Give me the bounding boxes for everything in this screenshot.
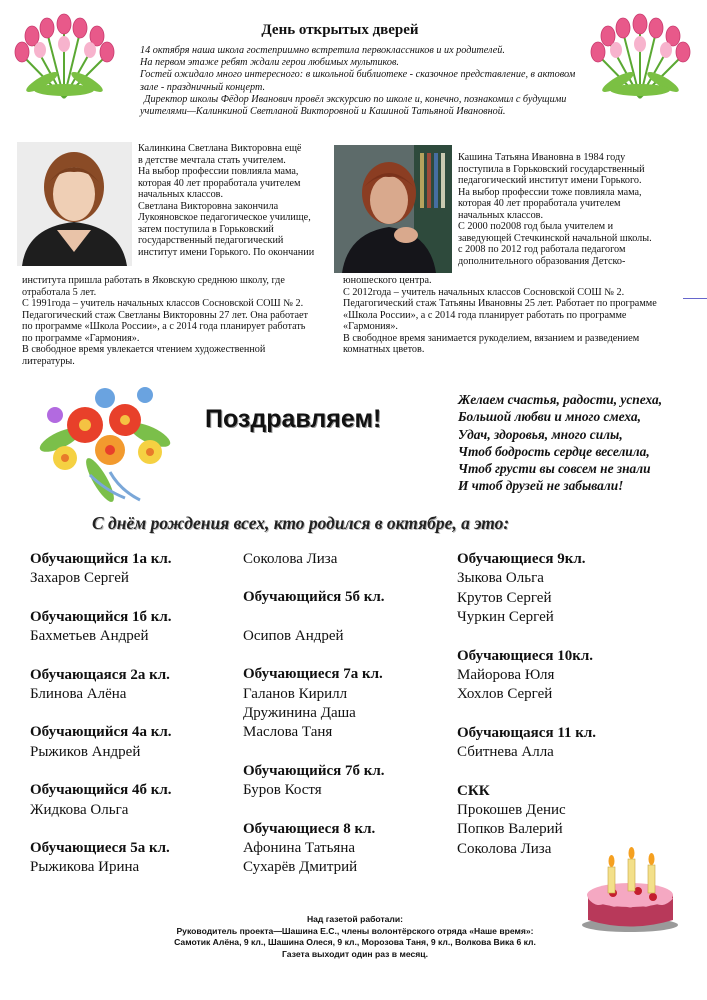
congrats-heading: Поздравляем! [205, 405, 382, 433]
decorative-rule [683, 298, 707, 299]
bio-line: На выбор профессии повлияла мама, [138, 166, 299, 177]
class-label: Обучающиеся 9кл. [457, 551, 586, 567]
bio-line: в детстве мечтала стать учителем. [138, 154, 286, 166]
bio-line: Кашина Татьяна Ивановна в 1984 году [458, 152, 626, 163]
bio-line: Светлана Викторовна закончила [138, 200, 279, 212]
intro-line: 14 октября наша школа гостеприимно встретила первоклассников и их родителей. [140, 45, 505, 56]
intro-text [140, 45, 580, 118]
bio-line: «Гармония». [343, 321, 398, 332]
class-label: Обучающиеся 7а кл. [243, 666, 383, 683]
birthday-heading: С днём рождения всех, кто родился в октябре, а это: [92, 513, 510, 533]
credits-footer [100, 914, 610, 960]
class-label: Обучающийся 7б кл. [243, 762, 385, 779]
birthday-column-1 [30, 550, 230, 878]
intro-line: Гостей ожидало много интересного: в школьной библиотеке - сказочное представление, в актовом зале - праздничный концерт. [140, 69, 576, 93]
student-name: Попков Валерий [457, 821, 563, 838]
bio-line: Педагогический стаж Светланы Викторовны 27 лет. Она работает [22, 309, 308, 321]
student-name: Захаров Сергей [30, 570, 129, 587]
bio-line: по программе «Гармония». [22, 332, 140, 344]
class-label: Обучающийся 1б кл. [30, 608, 172, 625]
bio-line: С 1991года – учитель начальных классов Сосновской СОШ № 2. [22, 298, 304, 309]
bio-line: которая 40 лет проработала учителем [458, 198, 621, 209]
student-name: Сухарёв Дмитрий [243, 859, 358, 876]
class-label: Обучающаяся 11 кл. [457, 724, 597, 741]
class-label: Обучающиеся 8 кл. [243, 820, 376, 837]
student-name: Бахметьев Андрей [30, 628, 149, 645]
bio-line: В свободное время занимается рукоделием, вязанием и разведением [343, 332, 640, 344]
bio-line: «Школа России», а с 2014 года планирует работать по программе [343, 309, 627, 321]
student-name: Афонина Татьяна [243, 840, 356, 857]
bio-line: с 2008 по 2012 год работала педагогом [458, 244, 626, 255]
poem-line: Чтоб грусти вы совсем не знали [458, 461, 651, 477]
student-name: Чуркин Сергей [457, 609, 554, 626]
student-name: Сбитнева Алла [457, 744, 554, 761]
class-label: Обучающийся 1а кл. [30, 551, 172, 567]
bio-line: начальных классов. [138, 189, 224, 200]
bio-line: Калинкина Светлана Викторовна ещё [138, 143, 302, 154]
bio-line: начальных классов. [458, 209, 544, 221]
bio-line: поступила в Горьковский государственный [458, 163, 645, 175]
footer-line: Руководитель проекта—Шашина Е.С., члены волонтёрского отряда «Наше время»: [176, 925, 534, 936]
student-name: Рыжикова Ирина [30, 859, 140, 876]
bio-line: отработала 5 лет. [22, 286, 97, 298]
bio-line: Лукояновское педагогическое училище, [138, 212, 311, 223]
bio-line: дополнительного образования Детско- [458, 255, 626, 267]
bio-line: которая 40 лет проработала учителем [138, 177, 301, 189]
page-title: День открытых дверей [261, 22, 419, 38]
flower-bouquet-image [30, 380, 180, 505]
student-name: Галанов Кирилл [243, 685, 348, 702]
student-name: Маслова Таня [243, 724, 333, 741]
poem-line: Чтоб бодрость сердце веселила, [458, 443, 650, 459]
poem-line: И чтоб друзей не забывали! [458, 478, 624, 494]
teacher-bio-kashina [458, 152, 698, 267]
teacher-photo-kashina [334, 145, 452, 273]
student-name: Рыжиков Андрей [30, 743, 141, 760]
congrats-poem [458, 391, 698, 495]
teacher-bio-kalinkina [138, 143, 338, 258]
bio-line: Педагогический стаж Татьяны Ивановны 25 лет. Работает по программе [343, 298, 657, 309]
bio-line: затем поступила в Горьковский [138, 223, 274, 235]
bio-line: С 2000 по2008 год была учителем и [458, 221, 614, 232]
student-name: Прокошев Денис [457, 802, 566, 819]
bio-line: С 2012года – учитель начальных классов Сосновской СОШ № 2. [343, 286, 625, 298]
intro-line: На первом этаже ребят ждали герои любимых мультиков. [140, 57, 399, 69]
student-name: Буров Костя [243, 782, 322, 799]
intro-line: Директор школы Фёдор Иванович провёл экскурсию по школе и, конечно, познакомил с будущими учителями—Калинкиной Светланой Викторовной и Кашиной Татьяной Ивановной. [140, 93, 567, 118]
bio-line: В свободное время увлекается чтением художественной [22, 344, 266, 355]
tulips-right-image [588, 10, 693, 100]
student-name: Крутов Сергей [457, 589, 552, 606]
class-label: СКК [457, 782, 490, 799]
class-label: Обучающийся 4а кл. [30, 724, 172, 741]
tulips-left-image [12, 10, 117, 100]
birthday-column-2 [243, 550, 443, 878]
bio-line: педагогический институт имени Горького. [458, 175, 642, 186]
student-name: Майорова Юля [457, 667, 555, 684]
class-label: Обучающийся 4б кл. [30, 782, 172, 799]
poem-line: Желаем счастья, радости, успеха, [458, 392, 663, 407]
footer-line: Газета выходит один раз в месяц. [282, 948, 428, 959]
bio-line: по программе «Школа России», а с 2014 года планирует работать [22, 321, 306, 332]
student-name: Жидкова Ольга [30, 801, 129, 818]
bio-line: литературы. [22, 355, 75, 367]
student-name: Соколова Лиза [243, 551, 338, 567]
teacher-bio-kalinkina-cont [22, 275, 342, 367]
bio-line: заведующей Стечкинской начальной школы. [458, 232, 652, 244]
bio-line: На выбор профессии тоже повлияла мама, [458, 186, 642, 198]
student-name: Соколова Лиза [457, 840, 552, 857]
poem-line: Удач, здоровья, много силы, [458, 426, 623, 442]
class-label: Обучающиеся 10кл. [457, 647, 593, 664]
teacher-photo-kalinkina [17, 142, 132, 266]
student-name: Осипов Андрей [243, 627, 344, 644]
class-label: Обучающиеся 5а кл. [30, 840, 170, 857]
student-name: Хохлов Сергей [457, 686, 553, 703]
student-name: Зыкова Ольга [457, 570, 544, 587]
teacher-bio-kashina-cont [343, 275, 688, 356]
poem-line: Большой любви и много смеха, [458, 409, 641, 425]
student-name: Блинова Алёна [30, 686, 127, 703]
footer-line: Самотик Алёна, 9 кл., Шашина Олеся, 9 кл., Морозова Таня, 9 кл., Волкова Вика 6 кл. [174, 937, 536, 948]
bio-line: государственный педагогический [138, 235, 284, 246]
bio-line: институт имени Горького. По окончании [138, 246, 315, 258]
bio-line: комнатных цветов. [343, 344, 425, 355]
class-label: Обучающийся 5б кл. [243, 589, 385, 606]
birthday-column-3 [457, 550, 657, 859]
student-name: Дружинина Даша [243, 705, 356, 722]
bio-line: института пришла работать в Яковскую среднюю школу, где [22, 275, 285, 286]
footer-line: Над газетой работали: [306, 914, 404, 924]
class-label: Обучающаяся 2а кл. [30, 666, 170, 683]
bio-line: юношеского центра. [343, 275, 432, 286]
